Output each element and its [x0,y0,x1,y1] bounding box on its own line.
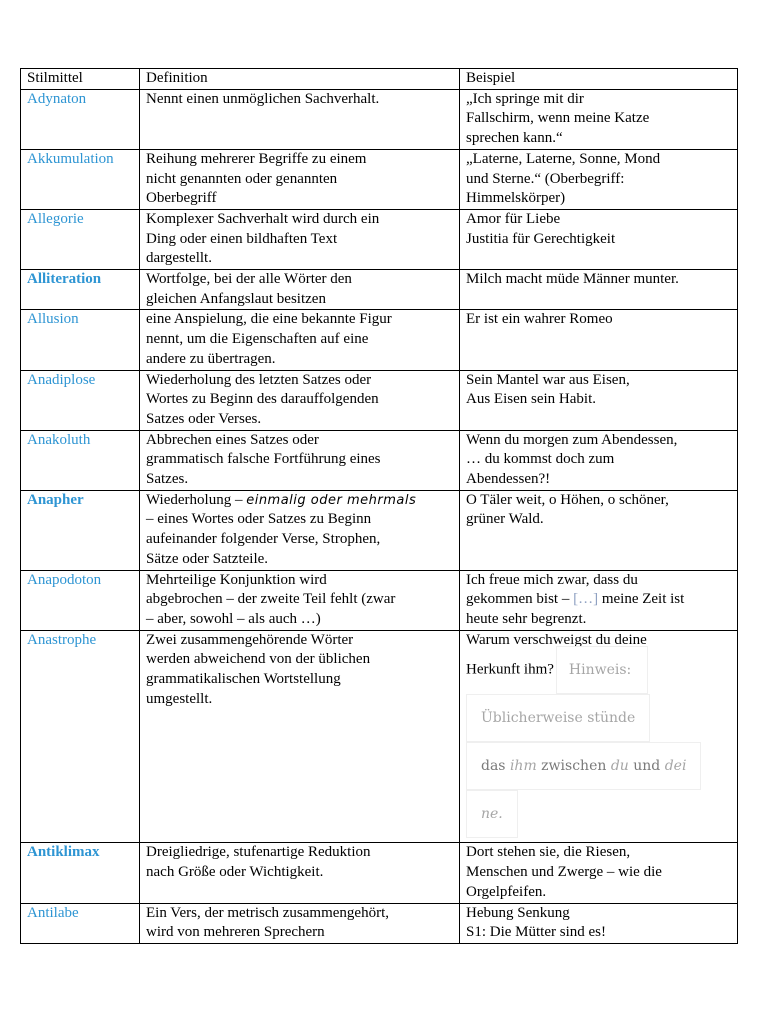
term-cell [21,310,140,370]
definition-line: grammatisch falsche Fortführung eines [146,451,381,468]
example-line: Aus Eisen sein Habit. [466,391,596,408]
document-page [20,68,737,944]
term-cell [21,149,140,209]
hint-row [466,790,732,838]
table-row [21,209,738,269]
definition-cell [140,490,460,570]
definition-line: Mehrteilige Konjunktion wird [146,571,327,588]
example-line: „Laterne, Laterne, Sonne, Mond [466,150,661,167]
table-row [21,843,738,903]
table-row [21,903,738,943]
example-line: Warum verschweigst du deine [466,631,647,648]
example-line: Dort stehen sie, die Riesen, [466,844,631,861]
example-cell [460,843,738,903]
definition-line: Wortes zu Beginn des darauffolgenden [146,391,379,408]
definition-cell [140,370,460,430]
example-cell [460,570,738,630]
term-anakoluth: Anakoluth [27,431,91,448]
term-alliteration: Alliteration [27,271,102,288]
hint-word-du: du [610,758,629,775]
example-line: Himmelskörper) [466,190,566,207]
definition-cell [140,570,460,630]
table-row [21,570,738,630]
hint-box: Üblicherweise stünde [466,694,650,742]
example-line: heute sehr begrenzt. [466,610,587,627]
definition-line: eine Anspielung, die eine bekannte Figur [146,311,392,328]
definition-emphasis: einmalig oder mehrmals [246,492,417,508]
table-row [21,430,738,490]
table-row [21,490,738,570]
term-adynaton: Adynaton [27,90,87,107]
example-line: sprechen kann.“ [466,130,563,147]
example-line: Ich freue mich zwar, dass du [466,571,638,588]
term-antilabe: Antilabe [27,904,79,921]
example-line: O Täler weit, o Höhen, o schöner, [466,491,669,508]
definition-line: Satzes oder Verses. [146,410,262,427]
example-line: und Sterne.“ (Oberbegriff: [466,170,625,187]
example-line: Abendessen?! [466,471,551,488]
omission-marker: […] [573,591,599,608]
definition-line: werden abweichend von der üblichen [146,651,371,668]
definition-line: Ein Vers, der metrisch zusammengehört, [146,904,389,921]
definition-cell [140,903,460,943]
table-row [21,630,738,843]
example-line: Wenn du morgen zum Abendessen, [466,431,678,448]
term-cell [21,89,140,149]
example-cell [460,490,738,570]
hint-word-ihm: ihm [509,758,537,775]
term-anadiplose: Anadiplose [27,371,96,388]
definition-line: Satzes. [146,471,189,488]
hint-row [466,694,732,742]
definition-line: abgebrochen – der zweite Teil fehlt (zwar [146,591,396,608]
example-line: Fallschirm, wenn meine Katze [466,110,650,127]
example-cell [460,209,738,269]
hint-text: das [481,758,510,775]
example-line: Sein Mantel war aus Eisen, [466,371,630,388]
example-text: Herkunft ihm? [466,661,554,678]
term-cell [21,370,140,430]
definition-line: wird von mehreren Sprechern [146,924,325,941]
term-antiklimax: Antiklimax [27,844,100,861]
example-line [466,590,732,610]
example-line: Menschen und Zwerge – wie die [466,864,662,881]
example-line: grüner Wald. [466,511,544,528]
definition-cell [140,149,460,209]
table-row [21,270,738,310]
header-stilmittel: Stilmittel [21,69,140,90]
term-cell [21,209,140,269]
definition-cell [140,270,460,310]
definition-line: nach Größe oder Wichtigkeit. [146,864,324,881]
example-line: Er ist ein wahrer Romeo [466,311,613,328]
example-line: Amor für Liebe [466,210,561,227]
example-cell [460,149,738,209]
term-akkumulation: Akkumulation [27,150,114,167]
definition-line: nicht genannten oder genannten [146,170,338,187]
example-cell [460,89,738,149]
example-text: gekommen bist – [466,591,574,608]
example-text: meine Zeit ist [598,591,685,608]
example-line: Hebung Senkung [466,904,570,921]
definition-line: Reihung mehrerer Begriffe zu einem [146,150,367,167]
definition-line: – aber, sowohl – als auch …) [146,610,321,627]
term-cell [21,270,140,310]
definition-line: grammatikalischen Wortstellung [146,671,341,688]
term-cell [21,430,140,490]
example-line [466,646,732,694]
term-cell [21,630,140,843]
table-row [21,310,738,370]
term-cell [21,490,140,570]
hint-text: zwischen [536,758,611,775]
definition-line: Abbrechen eines Satzes oder [146,431,319,448]
definition-line: Oberbegriff [146,190,217,207]
definition-line: Wortfolge, bei der alle Wörter den [146,271,352,288]
definition-line: – eines Wortes oder Satzes zu Beginn [146,511,372,528]
example-cell [460,310,738,370]
definition-line: dargestellt. [146,250,212,267]
definition-line: umgestellt. [146,690,213,707]
table-row [21,149,738,209]
header-beispiel: Beispiel [460,69,738,90]
hint-box [466,742,701,790]
table-row [21,370,738,430]
definition-line: Ding oder einen bildhaften Text [146,230,338,247]
example-cell [460,630,738,843]
definition-cell [140,209,460,269]
definition-cell [140,430,460,490]
definition-line: Wiederholung des letzten Satzes oder [146,371,372,388]
definition-cell [140,630,460,843]
example-line: Orgelpfeifen. [466,883,547,900]
table-row [21,89,738,149]
header-definition: Definition [140,69,460,90]
definition-line: nennt, um die Eigenschaften auf eine [146,331,369,348]
definition-cell [140,310,460,370]
definition-line: Nennt einen unmöglichen Sachverhalt. [146,90,380,107]
definition-line: andere zu übertragen. [146,350,276,367]
definition-cell [140,843,460,903]
hint-box: ne. [466,790,518,838]
example-line: „Ich springe mit dir [466,90,584,107]
definition-cell [140,89,460,149]
hint-word-dei: dei [664,758,687,775]
definition-line: aufeinander folgender Verse, Strophen, [146,531,381,548]
example-line: Justitia für Gerechtigkeit [466,230,616,247]
term-cell [21,843,140,903]
hint-label-box: Hinweis: [556,646,648,694]
definition-line: Dreigliedrige, stufenartige Reduktion [146,844,371,861]
term-anastrophe: Anastrophe [27,631,97,648]
example-line: S1: Die Mütter sind es! [466,924,606,941]
definition-line [146,491,454,511]
example-cell [460,430,738,490]
definition-prefix: Wiederholung – [146,491,247,508]
example-line: Milch macht müde Männer munter. [466,271,679,288]
term-allusion: Allusion [27,311,79,328]
example-cell [460,370,738,430]
definition-line: Komplexer Sachverhalt wird durch ein [146,210,380,227]
definition-line: Zwei zusammengehörende Wörter [146,631,354,648]
term-anapher: Anapher [27,491,84,508]
hint-row [466,742,732,790]
term-anapodoton: Anapodoton [27,571,102,588]
header-row [21,69,738,90]
term-allegorie: Allegorie [27,210,84,227]
example-cell [460,270,738,310]
example-line: … du kommst doch zum [466,451,615,468]
term-cell [21,570,140,630]
hint-text: und [628,758,665,775]
definition-line: gleichen Anfangslaut besitzen [146,290,326,307]
stilmittel-table [20,68,738,944]
term-cell [21,903,140,943]
example-cell [460,903,738,943]
definition-line: Sätze oder Satzteile. [146,550,269,567]
